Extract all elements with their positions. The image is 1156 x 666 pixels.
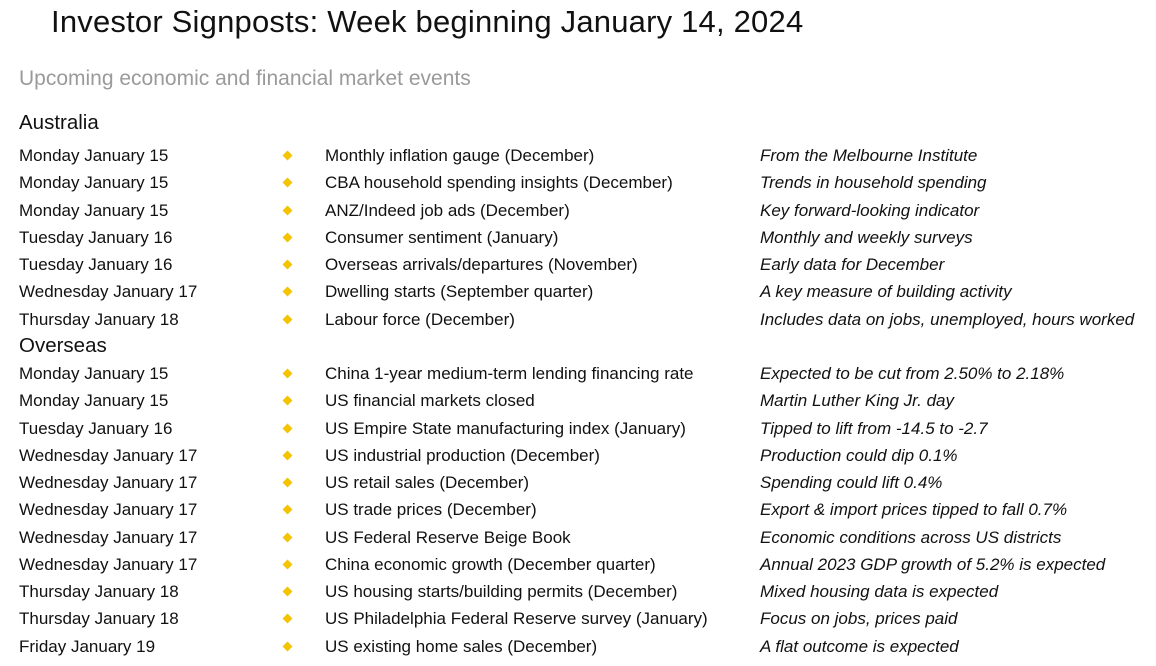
event-row <box>0 527 1156 554</box>
event-note: Includes data on jobs, unemployed, hours worked <box>760 309 1135 329</box>
event-name: CBA household spending insights (December) <box>325 173 673 193</box>
event-date: Wednesday January 17 <box>19 500 198 520</box>
event-name: Labour force (December) <box>325 309 515 329</box>
event-note: Mixed housing data is expected <box>760 582 999 601</box>
event-note: Economic conditions across US districts <box>760 527 1062 547</box>
event-note: Key forward-looking indicator <box>760 200 980 220</box>
event-row <box>0 608 1156 635</box>
event-name: US existing home sales (December) <box>325 636 598 656</box>
event-note: Monthly and weekly surveys <box>760 227 973 247</box>
event-date: Tuesday January 16 <box>19 255 173 274</box>
event-row <box>0 499 1156 526</box>
event-note: Expected to be cut from 2.50% to 2.18% <box>760 364 1065 383</box>
event-date: Wednesday January 17 <box>19 473 198 492</box>
event-note: Trends in household spending <box>760 173 987 193</box>
event-note: A flat outcome is expected <box>760 636 959 656</box>
event-row <box>0 172 1156 199</box>
event-note: From the Melbourne Institute <box>760 146 978 165</box>
event-note: Annual 2023 GDP growth of 5.2% is expected <box>760 554 1106 574</box>
event-row <box>0 254 1156 281</box>
event-name: US retail sales (December) <box>325 473 530 492</box>
event-row <box>0 636 1156 663</box>
event-row <box>0 418 1156 445</box>
event-name: US Philadelphia Federal Reserve survey (January) <box>325 609 708 629</box>
event-name: Monthly inflation gauge (December) <box>325 146 595 165</box>
diamond-bullet-icon <box>283 254 293 276</box>
diamond-bullet-icon <box>283 472 293 494</box>
section-heading-australia: Australia <box>19 111 99 134</box>
event-date: Monday January 15 <box>19 146 169 165</box>
event-name: Overseas arrivals/departures (November) <box>325 255 638 274</box>
diamond-bullet-icon <box>283 281 293 303</box>
event-row <box>0 390 1156 417</box>
diamond-bullet-icon <box>283 608 293 630</box>
page-title: Investor Signposts: Week beginning January 14, 2024 <box>51 4 804 39</box>
diamond-bullet-icon <box>283 636 293 658</box>
event-row <box>0 281 1156 308</box>
event-name: China economic growth (December quarter) <box>325 554 656 574</box>
diamond-bullet-icon <box>283 499 293 521</box>
event-row <box>0 145 1156 172</box>
event-row <box>0 472 1156 499</box>
event-date: Thursday January 18 <box>19 609 179 629</box>
event-note: Tipped to lift from -14.5 to -2.7 <box>760 418 988 438</box>
event-date: Wednesday January 17 <box>19 282 198 302</box>
event-name: US Federal Reserve Beige Book <box>325 527 571 547</box>
diamond-bullet-icon <box>283 145 293 167</box>
event-date: Tuesday January 16 <box>19 227 173 247</box>
diamond-bullet-icon <box>283 200 293 222</box>
event-note: Early data for December <box>760 255 945 274</box>
event-date: Wednesday January 17 <box>19 554 198 574</box>
event-name: China 1-year medium-term lending financing rate <box>325 364 694 383</box>
event-date: Tuesday January 16 <box>19 418 173 438</box>
event-row <box>0 309 1156 336</box>
event-date: Monday January 15 <box>19 200 169 220</box>
diamond-bullet-icon <box>283 390 293 412</box>
diamond-bullet-icon <box>283 527 293 549</box>
event-row <box>0 445 1156 472</box>
event-note: A key measure of building activity <box>760 282 1012 302</box>
diamond-bullet-icon <box>283 172 293 194</box>
event-name: US Empire State manufacturing index (January) <box>325 418 686 438</box>
page-subtitle: Upcoming economic and financial market events <box>19 67 471 90</box>
diamond-bullet-icon <box>283 309 293 331</box>
event-name: US industrial production (December) <box>325 445 600 465</box>
section-heading-overseas: Overseas <box>19 334 107 357</box>
event-note: Focus on jobs, prices paid <box>760 609 958 629</box>
diamond-bullet-icon <box>283 581 293 603</box>
diamond-bullet-icon <box>283 227 293 249</box>
event-note: Export & import prices tipped to fall 0.7% <box>760 500 1068 520</box>
event-note: Spending could lift 0.4% <box>760 473 943 492</box>
event-date: Thursday January 18 <box>19 309 179 329</box>
event-date: Monday January 15 <box>19 391 169 411</box>
event-row <box>0 581 1156 608</box>
diamond-bullet-icon <box>283 363 293 385</box>
event-name: Dwelling starts (September quarter) <box>325 282 594 302</box>
event-date: Monday January 15 <box>19 173 169 193</box>
event-name: US trade prices (December) <box>325 500 537 520</box>
event-row <box>0 227 1156 254</box>
diamond-bullet-icon <box>283 445 293 467</box>
event-date: Wednesday January 17 <box>19 527 198 547</box>
event-date: Friday January 19 <box>19 636 156 656</box>
event-note: Martin Luther King Jr. day <box>760 391 955 411</box>
event-date: Wednesday January 17 <box>19 445 198 465</box>
event-note: Production could dip 0.1% <box>760 445 958 465</box>
event-row <box>0 554 1156 581</box>
event-date: Monday January 15 <box>19 364 169 383</box>
diamond-bullet-icon <box>283 418 293 440</box>
event-name: Consumer sentiment (January) <box>325 227 559 247</box>
event-row <box>0 363 1156 390</box>
event-name: US financial markets closed <box>325 391 535 411</box>
event-row <box>0 200 1156 227</box>
event-name: ANZ/Indeed job ads (December) <box>325 200 570 220</box>
event-name: US housing starts/building permits (December) <box>325 582 678 601</box>
diamond-bullet-icon <box>283 554 293 576</box>
event-date: Thursday January 18 <box>19 582 179 601</box>
